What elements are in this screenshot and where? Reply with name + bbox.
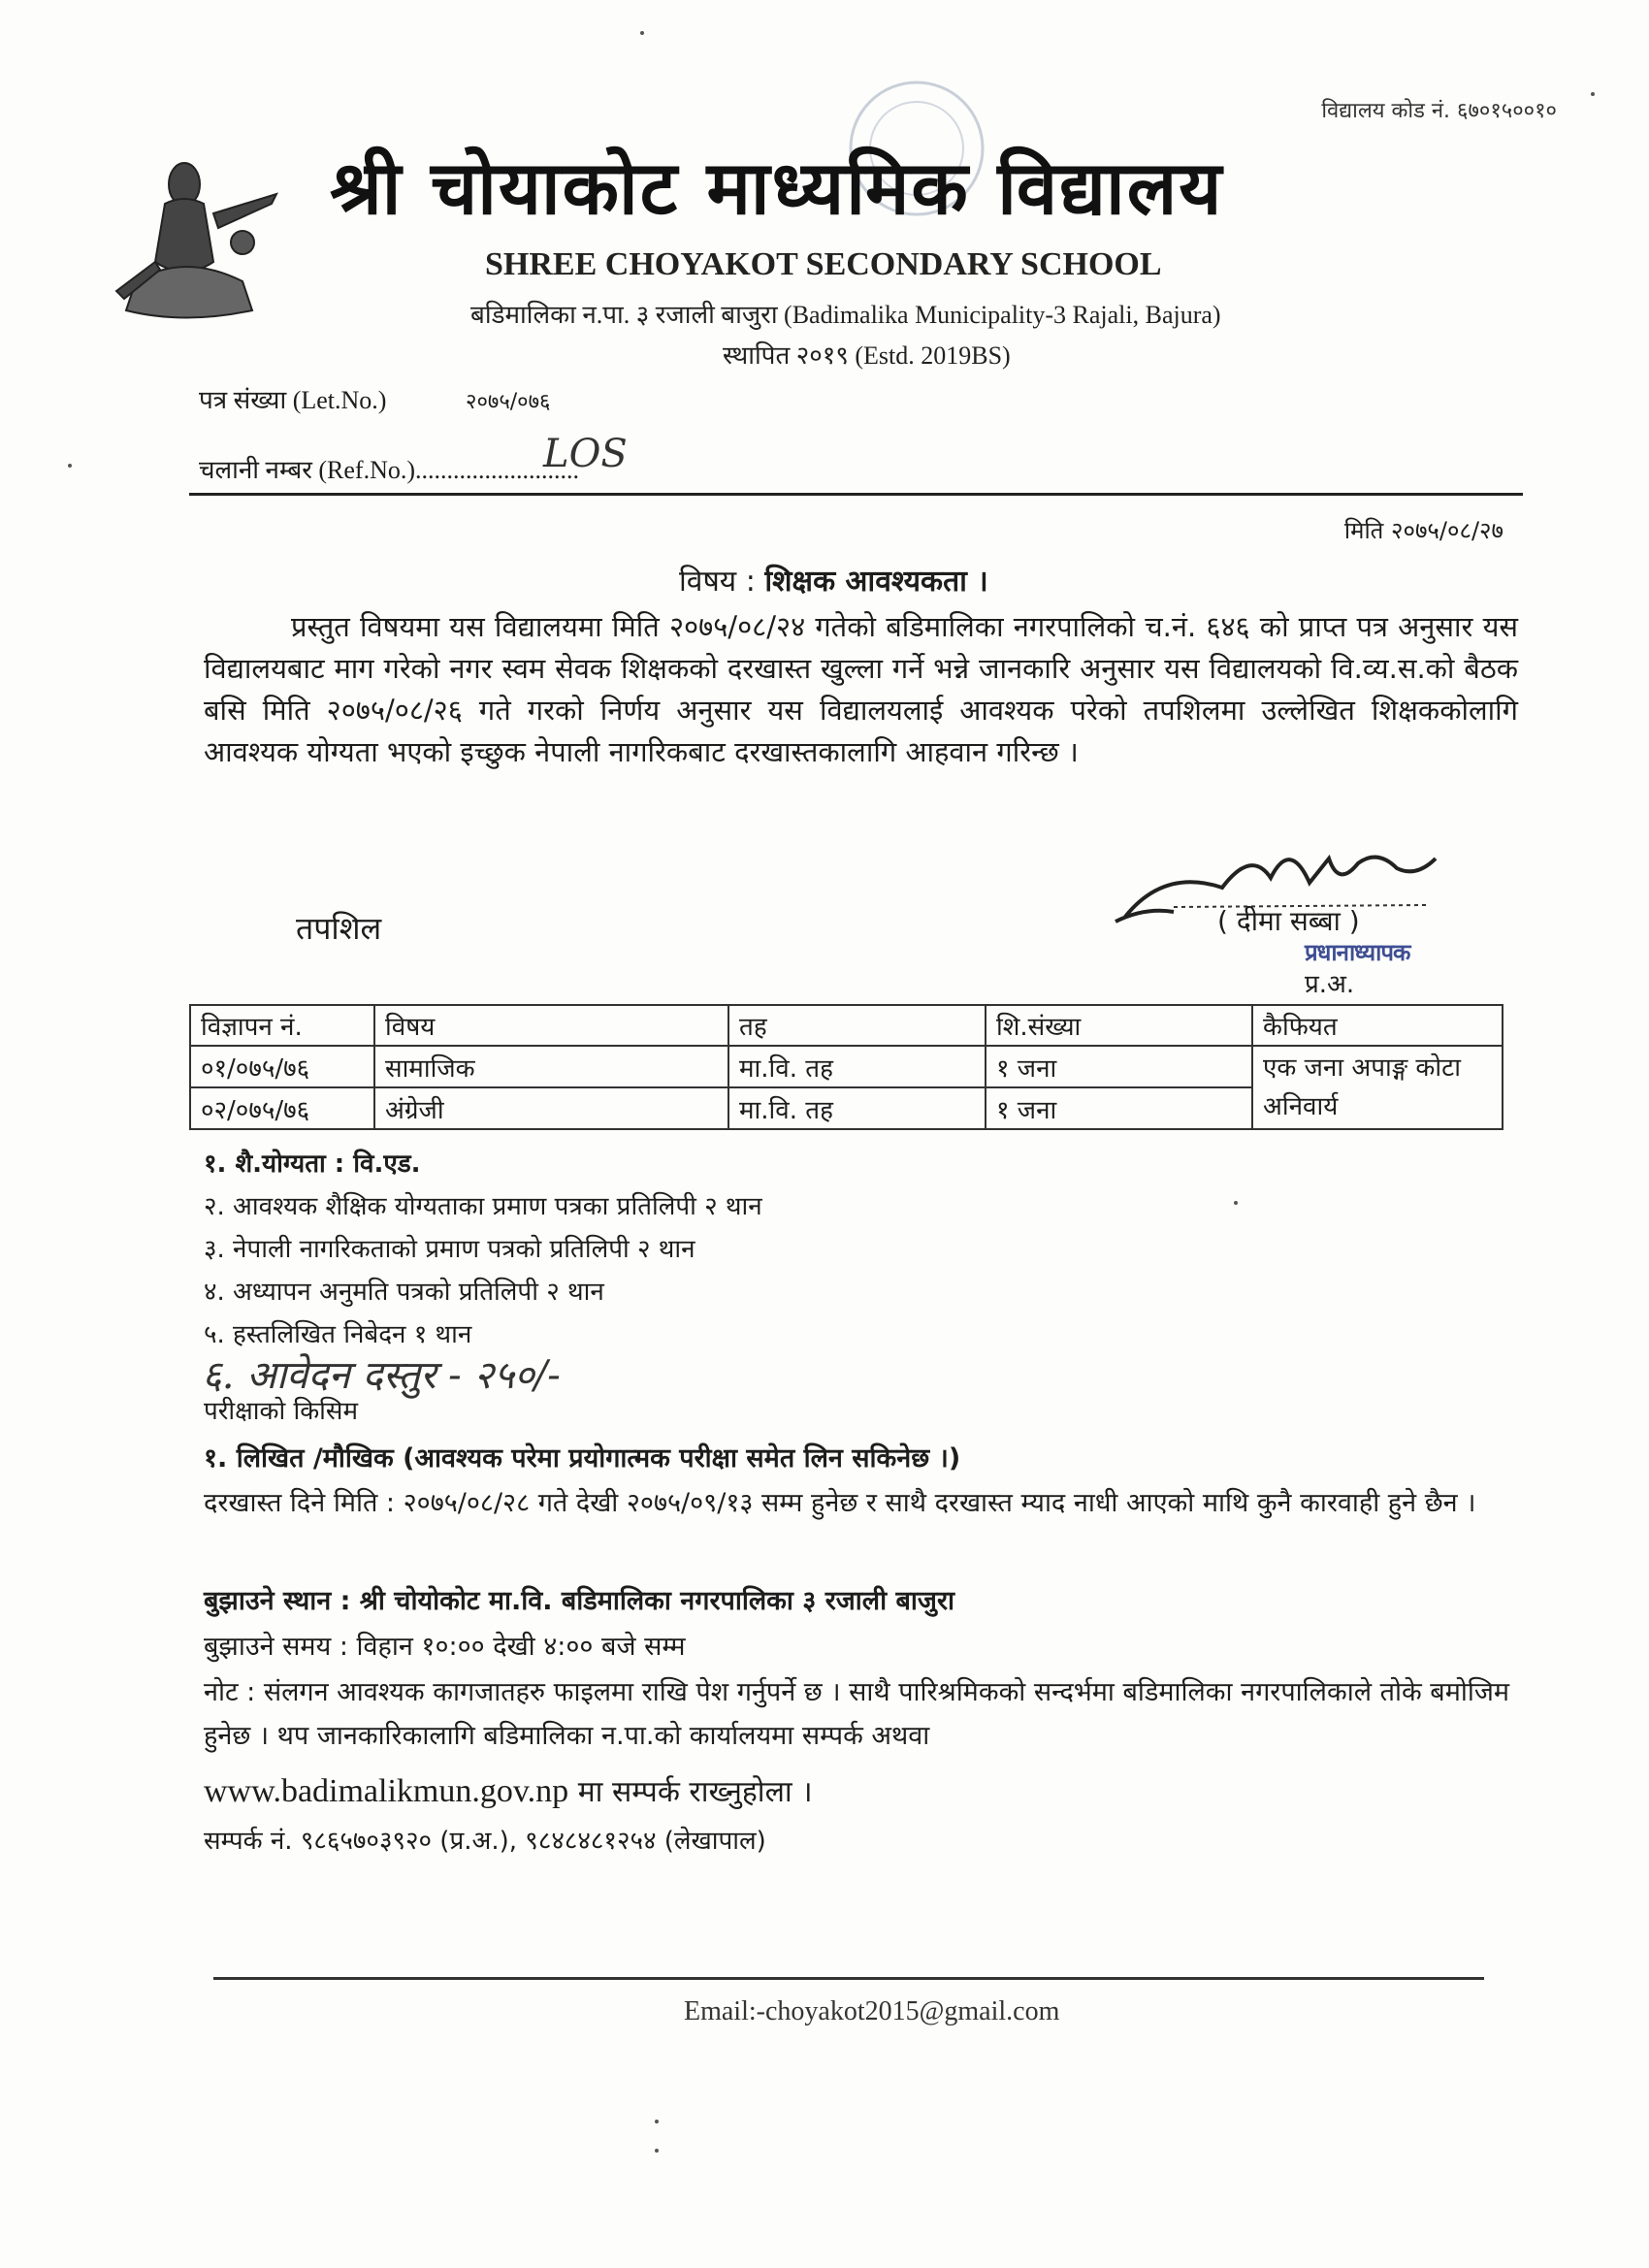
table-cell: १ जना (986, 1087, 1252, 1129)
vacancy-table (189, 1004, 1504, 1130)
table-cell: १ जना (986, 1046, 1252, 1087)
scan-speck (655, 2120, 659, 2123)
scan-speck (640, 31, 644, 35)
footer-email[interactable]: Email:-choyakot2015@gmail.com (684, 1996, 1060, 2026)
list-item: ४. अध्यापन अनुमति पत्रको प्रतिलिपी २ थान (204, 1278, 604, 1307)
school-code: विद्यालय कोड नं. ६७०१५००१० (1321, 99, 1557, 123)
letter-number-label: पत्र संख्या (Let.No.) (199, 386, 387, 414)
reference-number-label: चलानी नम्बर (Ref.No.).......................... (199, 456, 580, 484)
table-cell: ०२/०७५/७६ (190, 1087, 374, 1129)
signatory-name: ( दीमा सब्बा ) (1217, 905, 1360, 937)
website-url[interactable]: www.badimalikmun.gov.np (204, 1773, 569, 1809)
scan-speck (68, 464, 72, 468)
table-header: कैफियत (1252, 1005, 1503, 1046)
list-item: ५. हस्तलिखित निबेदन १ थान (204, 1320, 472, 1349)
school-title-nepali: श्री चोयाकोट माध्यमिक विद्यालय (330, 145, 1224, 231)
table-cell: अंग्रेजी (374, 1087, 728, 1129)
submission-time: बुझाउने समय : विहान १०:०० देखी ४:०० बजे सम्म (204, 1632, 686, 1662)
table-header: शि.संख्या (986, 1005, 1252, 1046)
subject-line (679, 560, 988, 599)
submission-place: बुझाउने स्थान : श्री चोयोकोट मा.वि. बडिमालिका नगरपालिका ३ रजाली बाजुरा (204, 1586, 954, 1616)
saraswati-emblem-icon (97, 146, 291, 330)
header-divider (189, 493, 1523, 496)
reference-number-handwritten: LOS (543, 432, 628, 476)
application-date: दरखास्त दिने मिति : २०७५/०८/२८ गते देखी २०७५/०९/१३ सम्म हुनेछ र साथै दरखास्त म्याद नाधी आएको माथि कुनै कारवाही हुने छैन । (204, 1488, 1476, 1518)
list-item: २. आवश्यक शैक्षिक योग्यताका प्रमाण पत्रका प्रतिलिपी २ थान (204, 1192, 762, 1221)
exam-type-detail: १. लिखित /मौखिक (आवश्यक परेमा प्रयोगात्मक परीक्षा समेत लिन सकिनेछ ।) (204, 1443, 961, 1474)
table-header: विज्ञापन नं. (190, 1005, 374, 1046)
details-heading: तपशिल (296, 910, 382, 947)
table-remark: एक जना अपाङ्ग कोटा अनिवार्य (1252, 1046, 1503, 1129)
signatory-title: प्र.अ. (1305, 970, 1355, 999)
table-cell: मा.वि. तह (728, 1046, 986, 1087)
table-header: तह (728, 1005, 986, 1046)
school-address: बडिमालिका न.पा. ३ रजाली बाजुरा (Badimalika Municipality-3 Rajali, Bajura) (470, 301, 1221, 329)
subject-label: विषय : (679, 565, 756, 599)
letter-date: मिति २०७५/०८/२७ (1343, 517, 1504, 544)
contact-numbers: सम्पर्क नं. ९८६५७०३९२० (प्र.अ.), ९८४८४८१२५४ (लेखापाल) (204, 1827, 766, 1856)
website-suffix: मा सम्पर्क राख्नुहोला । (568, 1775, 813, 1809)
table-header: विषय (374, 1005, 728, 1046)
subject-text: शिक्षक आवश्यकता । (764, 565, 988, 599)
website-line (204, 1770, 813, 1810)
school-title-english: SHREE CHOYAKOT SECONDARY SCHOOL (485, 246, 1162, 282)
table-cell: ०१/०७५/७६ (190, 1046, 374, 1087)
signature-stamp: प्रधानाध्यापक (1305, 939, 1410, 966)
scan-speck (1234, 1201, 1238, 1205)
scan-speck (1591, 92, 1595, 96)
established-year: स्थापित २०१९ (Estd. 2019BS) (723, 341, 1011, 370)
exam-type-label: परीक्षाको किसिम (204, 1397, 359, 1426)
scan-speck (655, 2149, 659, 2153)
table-cell: मा.वि. तह (728, 1087, 986, 1129)
note-paragraph: नोट : संलगन आवश्यक कागजातहरु फाइलमा राखि पेश गर्नुपर्ने छ । साथै पारिश्रमिकको सन्दर्भमा बडिमालिका नगरपालिकाले तोके बमोजिम हुनेछ । थप जानकारिकालागि बडिमालिका न.पा.को कार्यालयमा सम्पर्क अथवा (204, 1677, 1510, 1751)
footer-divider (213, 1977, 1484, 1980)
table-cell: सामाजिक (374, 1046, 728, 1087)
requirements-list (204, 1143, 762, 1356)
table-header-row (190, 1005, 1503, 1046)
handwritten-fee: ६. आवेदन दस्तुर - २५०/- (202, 1353, 561, 1398)
table-row (190, 1046, 1503, 1087)
letter-number-value: २०७५/०७६ (466, 390, 551, 414)
list-item: ३. नेपाली नागरिकताको प्रमाण पत्रको प्रतिलिपी २ थान (204, 1235, 695, 1264)
body-paragraph: प्रस्तुत विषयमा यस विद्यालयमा मिति २०७५/०८/२४ गतेको बडिमालिका नगरपालिको च.नं. ६४६ को प्राप्त पत्र अनुसार यस विद्यालयबाट माग गरेको नगर स्वम सेवक शिक्षकको दरखास्त खुल्ला गर्ने भन्ने जानकारि अनुसार यस विद्यालयको वि.व्य.स.को बैठक बसि मिति २०७५/०८/२६ गते गरको निर्णय अनुसार यस विद्यालयलाई आवश्यक परेको तपशिलमा उल्लेखित शिक्षककोलागि आवश्यक योग्यता भएको इच्छुक नेपाली नागरिकबाट दरखास्तकालागि आहवान गरिन्छ । (204, 610, 1518, 768)
list-item: १. शै.योग्यता : वि.एड. (204, 1150, 421, 1179)
